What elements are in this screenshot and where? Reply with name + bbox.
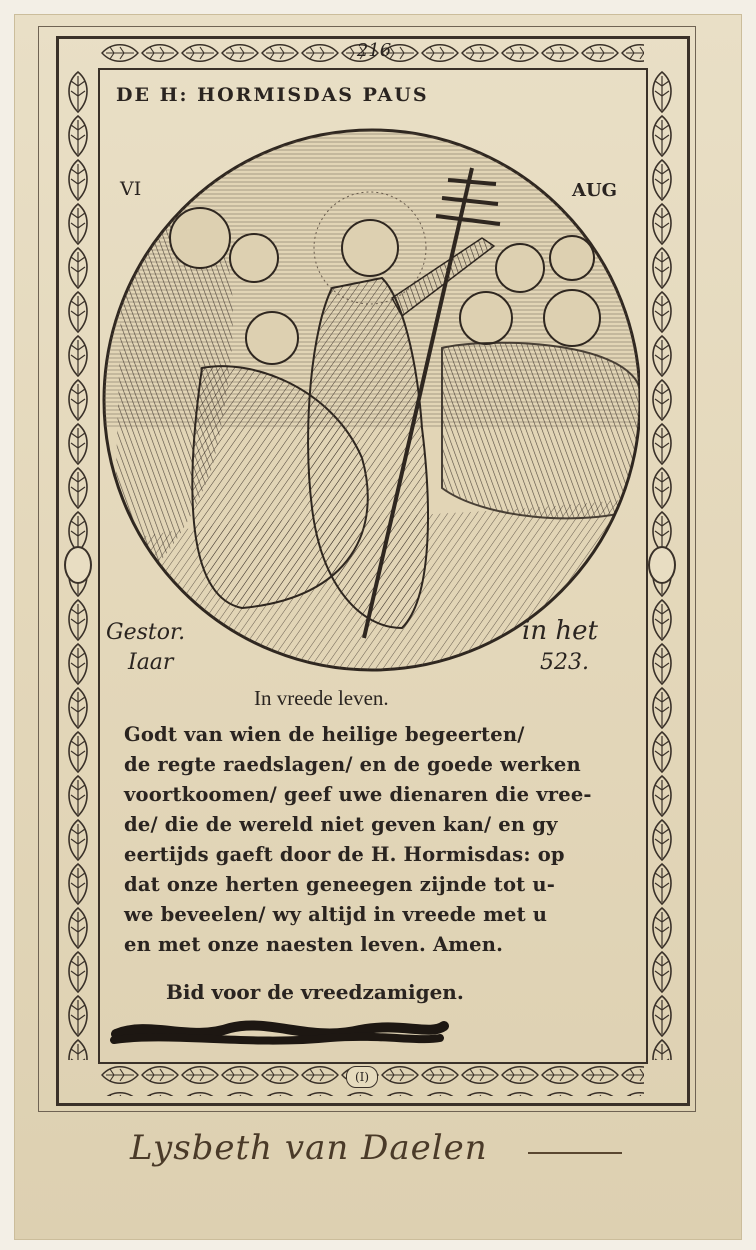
handwritten-signature: Lysbeth van Daelen (130, 1128, 488, 1168)
left-side-medallion (64, 546, 92, 584)
prayer-line: en met onze naesten leven. Amen. (124, 933, 504, 956)
date-day: VI (120, 178, 142, 200)
caption-jaar: Iaar (128, 650, 174, 675)
prayer-line: de regte raedslagen/ en de goede werken (124, 753, 581, 776)
prayer-line: we beveelen/ wy altijd in vreede met u (124, 903, 548, 926)
page-title: DE H: HORMISDAS PAUS (116, 84, 429, 106)
signature-flourish (528, 1152, 622, 1154)
prayer-text (124, 720, 624, 960)
prayer-line: de/ die de wereld niet geven kan/ en gy (124, 813, 558, 836)
caption-in-het: in het (522, 616, 598, 646)
prayer-line: eertijds gaeft door de H. Hormisdas: op (124, 843, 565, 866)
bottom-cartouche: (I) (346, 1066, 378, 1088)
caption-gestor: Gestor. (106, 620, 186, 645)
right-side-medallion (648, 546, 676, 584)
caption-year: 523. (540, 650, 589, 675)
date-month: AUG (572, 180, 618, 201)
prayer-subtitle: In vreede leven. (254, 686, 389, 710)
crossed-out-ink (110, 1012, 450, 1052)
page-number: 216 (356, 40, 392, 61)
engraving-medallion (102, 128, 640, 672)
closing-line: Bid voor de vreedzamigen. (166, 980, 464, 1004)
prayer-line: dat onze herten geneegen zijnde tot u- (124, 873, 556, 896)
prayer-line: Godt van wien de heilige begeerten/ (124, 723, 525, 746)
prayer-line: voortkoomen/ geef uwe dienaren die vree- (124, 783, 592, 806)
